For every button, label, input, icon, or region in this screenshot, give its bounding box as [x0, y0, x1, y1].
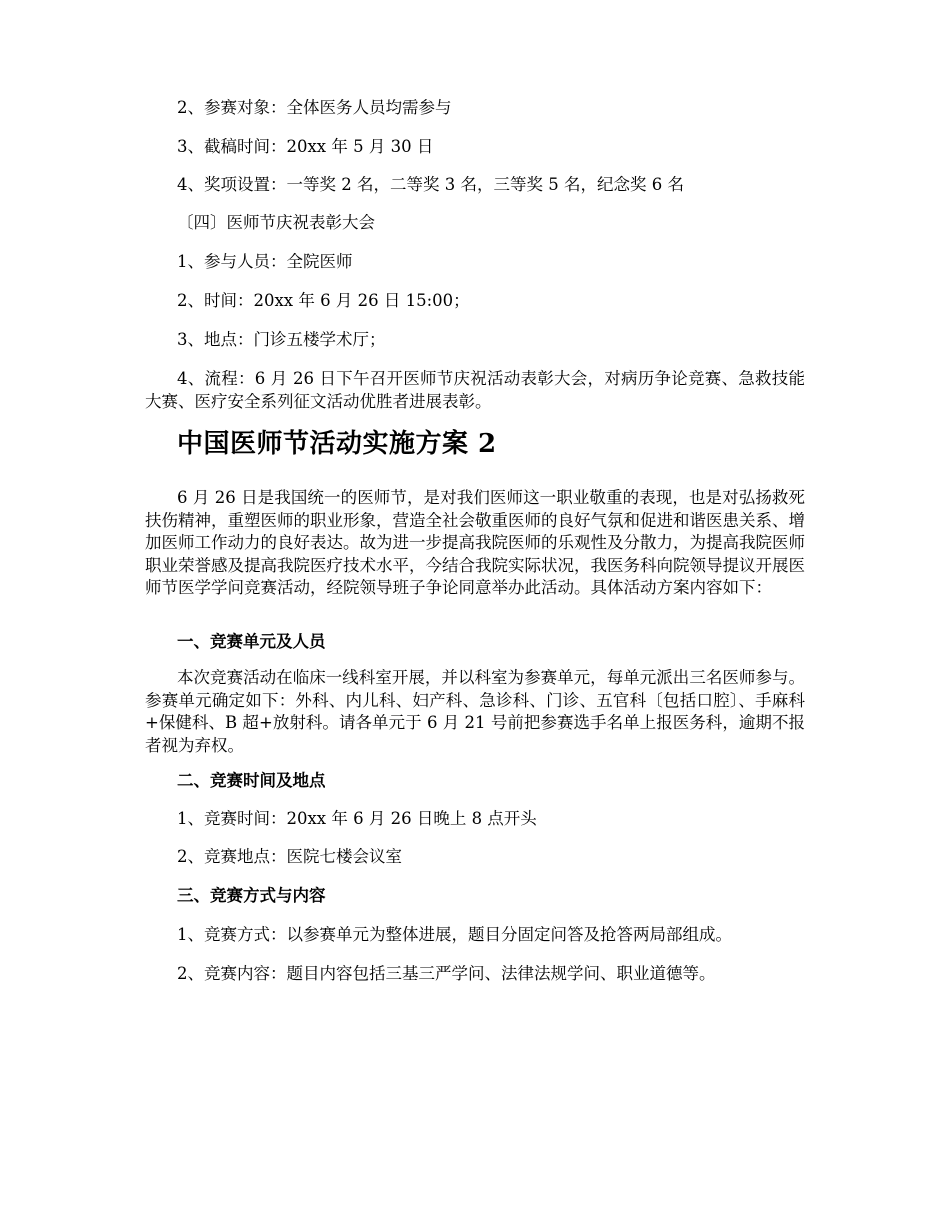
section3-heading: 三、竞赛方式与内容	[177, 886, 326, 905]
section2-time: 1、竞赛时间：20xx 年 6 月 26 日晚上 8 点开头	[177, 809, 537, 828]
section1-body: 本次竞赛活动在临床一线科室开展，并以科室为参赛单元，每单元派出三名医师参与。参赛单元确定如下：外科、内儿科、妇产科、急诊科、门诊、五官科〔包括口腔〕、手麻科+保健科、B 超+放射科。请各单元于 6 月 21 号前把参赛选手名单上报医务科，逾期不报者视为弃权。	[145, 668, 805, 755]
ceremony-attendees: 1、参与人员：全院医师	[177, 252, 353, 271]
plan2-title: 中国医师节活动实施方案 2	[177, 429, 497, 459]
entry-deadline: 3、截稿时间：20xx 年 5 月 30 日	[177, 137, 434, 156]
ceremony-process: 4、流程：6 月 26 日下午召开医师节庆祝活动表彰大会，对病历争论竞赛、急救技能大赛、医疗安全系列征文活动优胜者进展表彰。	[145, 369, 805, 411]
plan2-intro: 6 月 26 日是我国统一的医师节，是对我们医师这一职业敬重的表现，也是对弘扬救死扶伤精神，重塑医师的职业形象，营造全社会敬重医师的良好气氛和促进和谐医患关系、增加医师工作动力的良好表达。故为进一步提高我院医师的乐观性及分散力，为提高我院医师职业荣誉感及提高我院医疗技术水平，今结合我院实际状况，我医务科向院领导提议开展医师节医学学问竞赛活动，经院领导班子争论同意举办此活动。具体活动方案内容如下：	[145, 488, 805, 597]
entry-participants: 2、参赛对象：全体医务人员均需参与	[177, 98, 452, 117]
ceremony-time: 2、时间：20xx 年 6 月 26 日 15:00；	[177, 291, 470, 310]
section3-content: 2、竞赛内容：题目内容包括三基三严学问、法律法规学问、职业道德等。	[177, 964, 716, 983]
section2-location: 2、竞赛地点：医院七楼会议室	[177, 847, 402, 866]
ceremony-title: 〔四〕医师节庆祝表彰大会	[177, 213, 375, 232]
section2-heading: 二、竞赛时间及地点	[177, 771, 326, 790]
entry-awards: 4、奖项设置：一等奖 2 名，二等奖 3 名，三等奖 5 名，纪念奖 6 名	[177, 175, 684, 194]
ceremony-location: 3、地点：门诊五楼学术厅；	[177, 330, 386, 349]
section1-heading: 一、竞赛单元及人员	[177, 632, 326, 651]
section3-method: 1、竞赛方式：以参赛单元为整体进展，题目分固定问答及抢答两局部组成。	[177, 925, 732, 944]
